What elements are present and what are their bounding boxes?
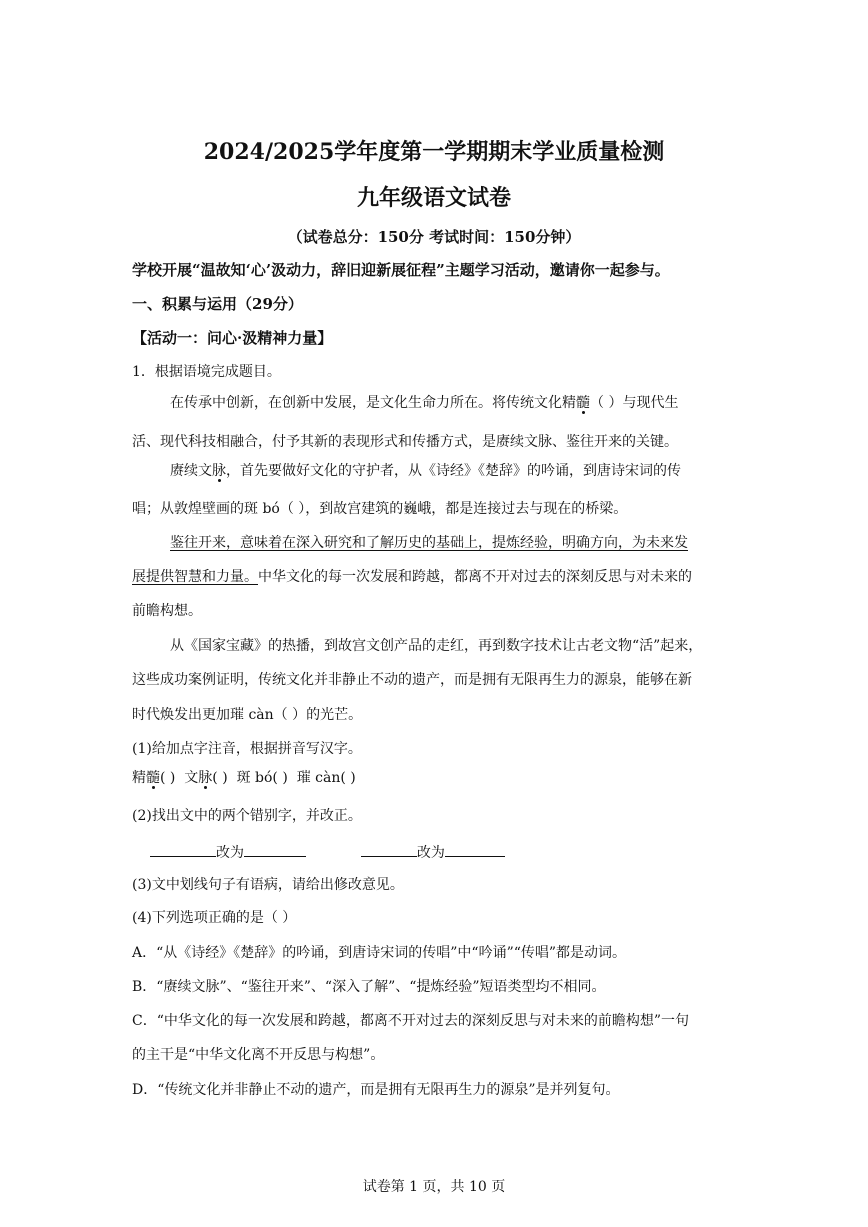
answer-blank[interactable]: 璀 càn( ) [296, 770, 356, 786]
underlined-sentence: 鉴往开来，意味着在深入研究和了解历史的基础上，提炼经验，明确方向，为未来发 [170, 535, 688, 551]
option-c-continued: 的主干是“中华文化离不开反思与构想”。 [132, 1047, 385, 1063]
answer-blank[interactable] [244, 840, 306, 857]
passage-line: 从《国家宝藏》的热播，到故宫文创产品的走红，再到数字技术让古老文物“活”起来， [170, 638, 703, 654]
answer-blank[interactable] [150, 840, 216, 857]
question-stem: 1．根据语境完成题目。 [132, 364, 281, 380]
exam-info: （试卷总分：150分 考试时间：150分钟） [287, 228, 581, 246]
subquestion-1: (1)给加点字注音，根据拼音写汉字。 [132, 741, 362, 757]
passage-line: 展提供智慧和力量。中华文化的每一次发展和跨越，都离不开对过去的深刻反思与对未来的 [132, 569, 692, 585]
answer-blank[interactable] [445, 840, 505, 857]
passage-line: 时代焕发出更加璀 càn（ ）的光芒。 [132, 707, 363, 723]
subquestion-4: (4)下列选项正确的是（ ） [132, 910, 297, 926]
dotted-char: 髓 [146, 770, 160, 786]
answer-blank[interactable]: ( ) [212, 770, 228, 786]
passage-line: 前瞻构想。 [132, 603, 202, 619]
passage-line: 赓续文脉，首先要做好文化的守护者，从《诗经》《楚辞》的吟诵，到唐诗宋词的传 [170, 463, 681, 479]
answer-blank[interactable]: ( ) [160, 770, 176, 786]
option-a[interactable]: A．“从《诗经》《楚辞》的吟诵，到唐诗宋词的传唱”中“吟诵”“传唱”都是动词。 [132, 945, 627, 961]
passage-line: 唱；从敦煌壁画的斑 bó（ ），到故宫建筑的巍峨，都是连接过去与现在的桥梁。 [132, 501, 628, 517]
underlined-sentence: 展提供智慧和力量。 [132, 569, 258, 585]
answer-row: 改为 改为 [150, 840, 505, 865]
subquestion-2: (2)找出文中的两个错别字，并改正。 [132, 808, 362, 824]
option-c[interactable]: C．“中华文化的每一次发展和跨越，都离不开对过去的深刻反思与对未来的前瞻构想”一句 [132, 1013, 690, 1029]
activity-heading: 【活动一：问心·汲精神力量】 [132, 329, 333, 347]
section-heading: 一、积累与运用（29分） [132, 295, 303, 313]
answer-row: 精髓( ) 文脉( ) 斑 bó( ) 璀 càn( ) [132, 770, 356, 786]
exam-subtitle: 九年级语文试卷 [356, 185, 511, 211]
dotted-char: 髓 [576, 395, 590, 411]
answer-blank[interactable] [361, 840, 417, 857]
page-footer: 试卷第 1 页，共 10 页 [362, 1179, 506, 1195]
option-d[interactable]: D．“传统文化并非静止不动的遗产，而是拥有无限再生力的源泉”是并列复句。 [132, 1082, 620, 1098]
dotted-char: 脉 [212, 463, 226, 479]
option-b[interactable]: B．“赓续文脉”、“鉴往开来”、“深入了解”、“提炼经验”短语类型均不相同。 [132, 979, 606, 995]
intro-text: 学校开展“温故知‘心’汲动力，辞旧迎新展征程”主题学习活动，邀请你一起参与。 [132, 261, 670, 279]
passage-line [132, 531, 776, 555]
subquestion-3: (3)文中划线句子有语病，请给出修改意见。 [132, 877, 404, 893]
passage-line: 在传承中创新，在创新中发展，是文化生命力所在。将传统文化精髓（ ）与现代生 [170, 395, 679, 411]
exam-title: 2024/2025学年度第一学期期末学业质量检测 [203, 139, 665, 165]
passage-line: 活、现代科技相融合，付予其新的表现形式和传播方式，是赓续文脉、鉴往开来的关键。 [132, 434, 678, 450]
answer-blank[interactable]: 斑 bó( ) [236, 770, 288, 786]
passage-line: 这些成功案例证明，传统文化并非静止不动的遗产，而是拥有无限再生力的源泉，能够在新 [132, 672, 692, 688]
dotted-char: 脉 [198, 770, 213, 786]
